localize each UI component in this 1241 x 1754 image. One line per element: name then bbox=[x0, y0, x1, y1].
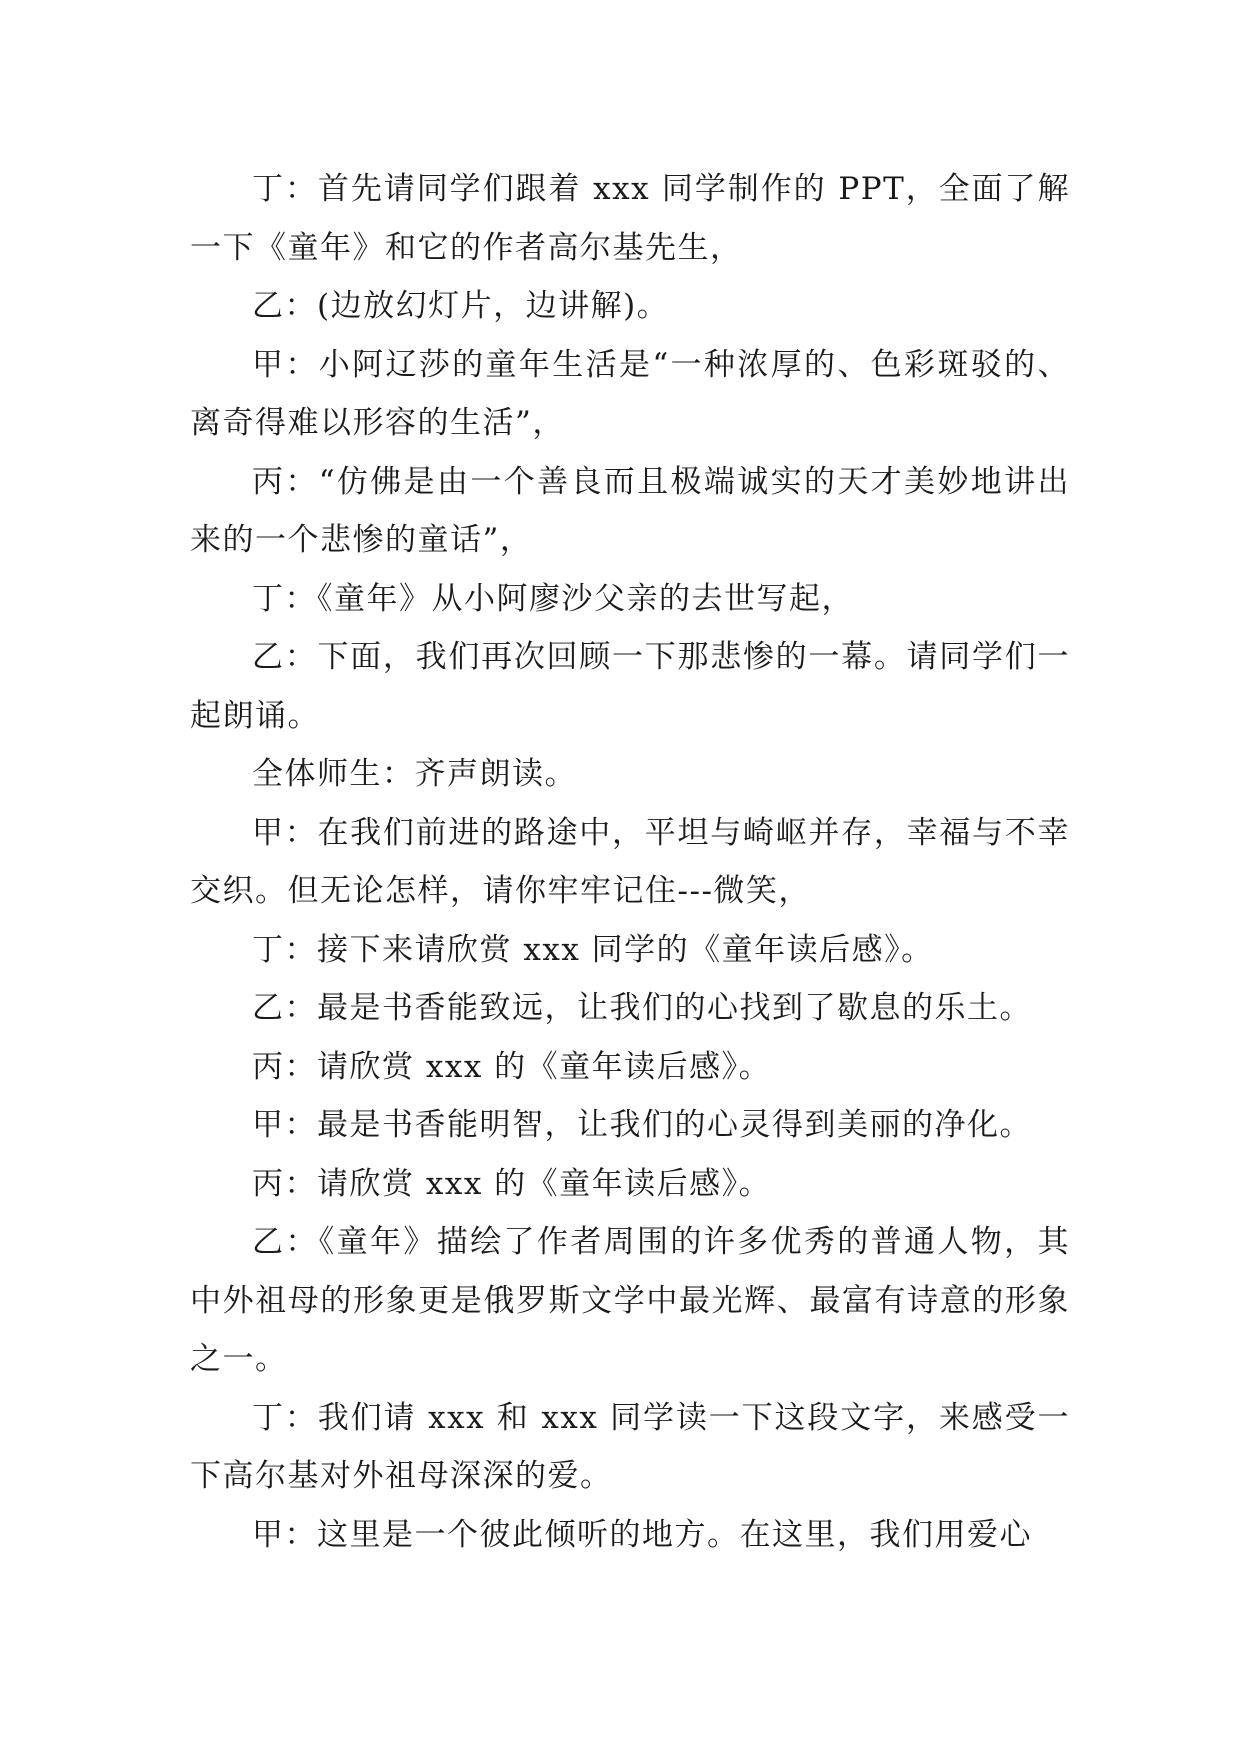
paragraph-15: 丁：我们请 xxx 和 xxx 同学读一下这段文字，来感受一下高尔基对外祖母深深的爱。 bbox=[190, 1399, 1070, 1494]
paragraph-10: 乙：最是书香能致远，让我们的心找到了歇息的乐土。 bbox=[252, 990, 1032, 1026]
paragraph-16: 甲：这里是一个彼此倾听的地方。在这里，我们用爱心 bbox=[252, 1516, 1032, 1553]
paragraph-12: 甲：最是书香能明智，让我们的心灵得到美丽的净化。 bbox=[252, 1107, 1032, 1143]
paragraph-13: 丙：请欣赏 xxx 的《童年读后感》。 bbox=[252, 1165, 772, 1202]
paragraph-1: 丁：首先请同学们跟着 xxx 同学制作的 PPT，全面了解一下《童年》和它的作者高尔基先生， bbox=[190, 171, 1070, 266]
paragraph-3: 甲：小阿辽莎的童年生活是“一种浓厚的、色彩斑驳的、离奇得难以形容的生活”， bbox=[190, 346, 1070, 441]
document-body bbox=[190, 160, 1070, 1564]
paragraph-7: 全体师生：齐声朗读。 bbox=[252, 756, 577, 792]
paragraph-4: 丙：“仿佛是由一个善良而且极端诚实的天才美妙地讲出来的一个悲惨的童话”， bbox=[190, 463, 1070, 558]
paragraph-8: 甲：在我们前进的路途中，平坦与崎岖并存，幸福与不幸交织。但无论怎样，请你牢牢记住---微笑， bbox=[190, 814, 1070, 909]
paragraph-11: 丙：请欣赏 xxx 的《童年读后感》。 bbox=[252, 1048, 772, 1085]
paragraph-5: 丁：《童年》从小阿廖沙父亲的去世写起， bbox=[252, 580, 854, 617]
paragraph-14: 乙：《童年》描绘了作者周围的许多优秀的普通人物，其中外祖母的形象更是俄罗斯文学中最光辉、最富有诗意的形象之一。 bbox=[190, 1224, 1070, 1377]
paragraph-6: 乙：下面，我们再次回顾一下那悲惨的一幕。请同学们一起朗诵。 bbox=[190, 639, 1070, 734]
paragraph-9: 丁：接下来请欣赏 xxx 同学的《童年读后感》。 bbox=[252, 931, 934, 968]
paragraph-2: 乙：(边放幻灯片，边讲解)。 bbox=[252, 288, 670, 324]
